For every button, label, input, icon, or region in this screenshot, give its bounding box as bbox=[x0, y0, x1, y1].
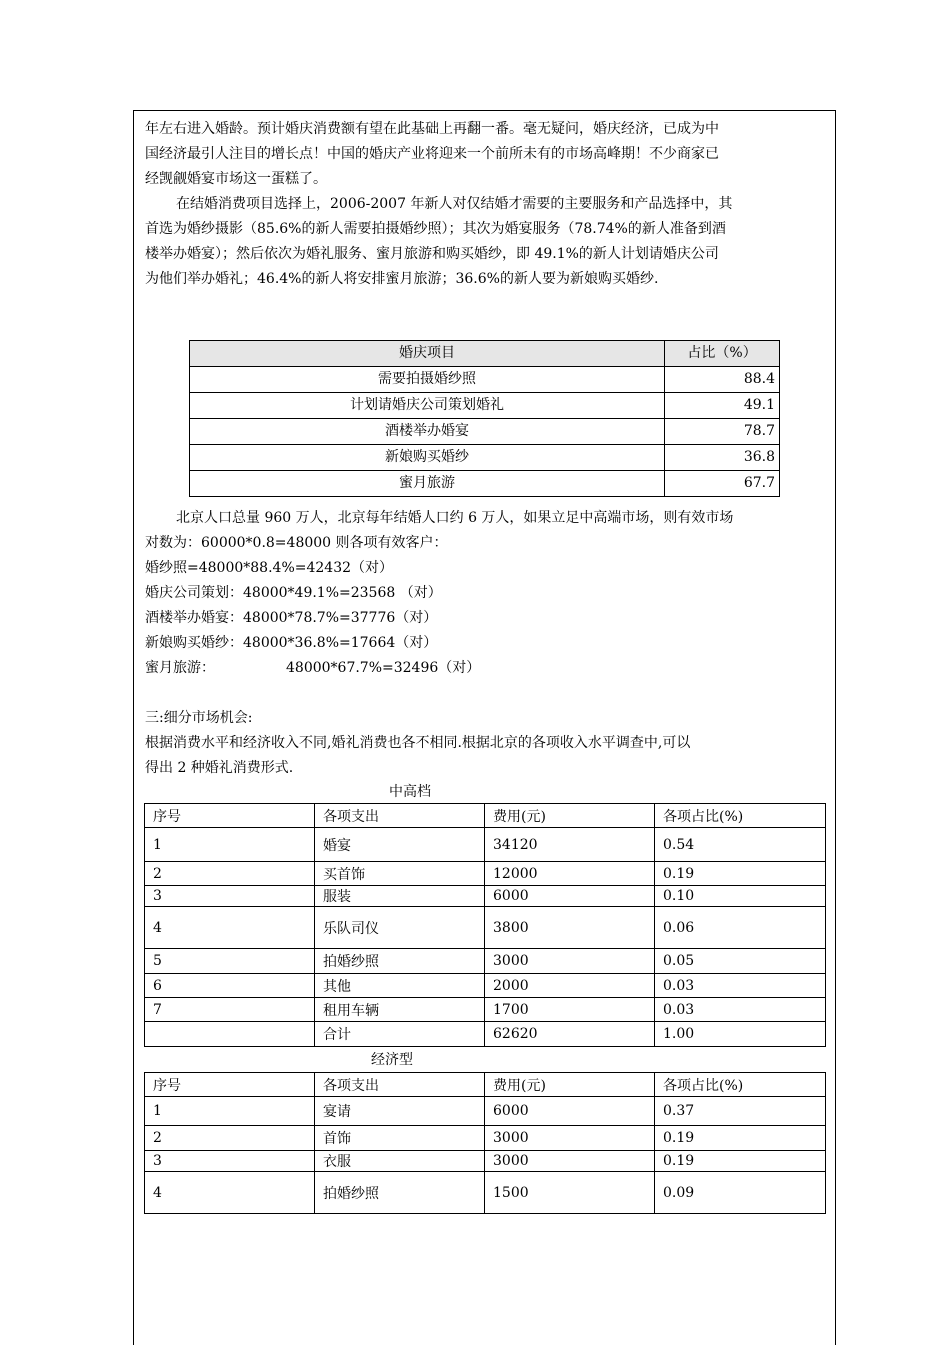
row-share: 0.05 bbox=[655, 949, 826, 974]
project-name: 计划请婚庆公司策划婚礼 bbox=[190, 393, 665, 419]
row-cost: 12000 bbox=[485, 862, 655, 886]
calc-line: 北京人口总量 960 万人，北京每年结婚人口约 6 万人，如果立足中高端市场，则有效市场 bbox=[176, 510, 734, 526]
table-header-row bbox=[145, 1073, 826, 1097]
row-share: 0.19 bbox=[655, 1151, 826, 1172]
project-share: 88.4 bbox=[665, 367, 780, 393]
paragraph-line: 为他们举办婚礼；46.4%的新人将安排蜜月旅游；36.6%的新人要为新娘购买婚纱. bbox=[145, 271, 659, 287]
paragraph-line: 首选为婚纱摄影（85.6%的新人需要拍摄婚纱照）；其次为婚宴服务（78.74%的新人准备到酒 bbox=[145, 221, 726, 237]
row-cost: 6000 bbox=[485, 886, 655, 907]
header-cell: 各项支出 bbox=[315, 1073, 485, 1097]
header-cell: 占比（%） bbox=[665, 341, 780, 367]
header-cell: 各项支出 bbox=[315, 804, 485, 828]
row-item: 乐队司仪 bbox=[315, 907, 485, 949]
header-cell: 序号 bbox=[145, 1073, 315, 1097]
table-row bbox=[145, 974, 826, 998]
section-intro: 根据消费水平和经济收入不同,婚礼消费也各不相同.根据北京的各项收入水平调查中,可以 bbox=[145, 735, 691, 751]
row-index: 7 bbox=[145, 998, 315, 1022]
table-row bbox=[190, 393, 780, 419]
row-cost: 62620 bbox=[485, 1022, 655, 1047]
paragraph-line: 楼举办婚宴）；然后依次为婚礼服务、蜜月旅游和购买婚纱，即 49.1%的新人计划请婚庆公司 bbox=[145, 246, 719, 262]
row-index: 2 bbox=[145, 862, 315, 886]
table-total-row bbox=[145, 1022, 826, 1047]
table-row bbox=[145, 828, 826, 862]
header-cell: 序号 bbox=[145, 804, 315, 828]
table-caption: 经济型 bbox=[371, 1052, 413, 1068]
row-index: 2 bbox=[145, 1126, 315, 1151]
calc-line: 婚庆公司策划：48000*49.1%=23568 （对） bbox=[145, 585, 442, 601]
row-item: 拍婚纱照 bbox=[315, 949, 485, 974]
row-item: 合计 bbox=[315, 1022, 485, 1047]
row-cost: 1500 bbox=[485, 1172, 655, 1214]
calc-line: 酒楼举办婚宴：48000*78.7%=37776（对） bbox=[145, 610, 438, 626]
row-item: 婚宴 bbox=[315, 828, 485, 862]
table-header-row bbox=[145, 804, 826, 828]
row-index: 4 bbox=[145, 1172, 315, 1214]
project-share: 36.8 bbox=[665, 445, 780, 471]
paragraph-line: 国经济最引人注目的增长点！中国的婚庆产业将迎来一个前所未有的市场高峰期！不少商家已 bbox=[145, 146, 719, 162]
header-cell: 各项占比(%) bbox=[655, 1073, 826, 1097]
row-cost: 3000 bbox=[485, 949, 655, 974]
paragraph-line: 在结婚消费项目选择上，2006-2007 年新人对仅结婚才需要的主要服务和产品选择中，其 bbox=[176, 196, 733, 212]
row-cost: 6000 bbox=[485, 1097, 655, 1126]
table-row bbox=[190, 471, 780, 497]
paragraph-line: 年左右进入婚龄。预计婚庆消费额有望在此基础上再翻一番。毫无疑问，婚庆经济，已成为中 bbox=[145, 121, 719, 137]
calc-line: 对数为：60000*0.8=48000 则各项有效客户： bbox=[145, 535, 448, 551]
row-item: 衣服 bbox=[315, 1151, 485, 1172]
calc-line: 蜜月旅游： bbox=[145, 660, 215, 676]
row-index: 3 bbox=[145, 886, 315, 907]
row-cost: 3000 bbox=[485, 1151, 655, 1172]
project-name: 酒楼举办婚宴 bbox=[190, 419, 665, 445]
row-cost: 34120 bbox=[485, 828, 655, 862]
project-name: 新娘购买婚纱 bbox=[190, 445, 665, 471]
calc-line: 新娘购买婚纱：48000*36.8%=17664（对） bbox=[145, 635, 438, 651]
row-index: 4 bbox=[145, 907, 315, 949]
row-index: 6 bbox=[145, 974, 315, 998]
table-row bbox=[190, 445, 780, 471]
row-share: 1.00 bbox=[655, 1022, 826, 1047]
table-row bbox=[145, 1097, 826, 1126]
table-header-row bbox=[190, 341, 780, 367]
row-share: 0.19 bbox=[655, 1126, 826, 1151]
row-index: 1 bbox=[145, 1097, 315, 1126]
header-cell: 婚庆项目 bbox=[190, 341, 665, 367]
section-heading: 三:细分市场机会: bbox=[145, 710, 253, 726]
table-row bbox=[145, 862, 826, 886]
calc-line: 48000*67.7%=32496（对） bbox=[286, 660, 481, 676]
row-share: 0.19 bbox=[655, 862, 826, 886]
economy-cost-table bbox=[144, 1072, 826, 1214]
calc-line: 婚纱照=48000*88.4%=42432（对） bbox=[145, 560, 394, 576]
row-item: 宴请 bbox=[315, 1097, 485, 1126]
row-share: 0.54 bbox=[655, 828, 826, 862]
row-cost: 3800 bbox=[485, 907, 655, 949]
row-cost: 3000 bbox=[485, 1126, 655, 1151]
row-item: 拍婚纱照 bbox=[315, 1172, 485, 1214]
table-caption: 中高档 bbox=[389, 784, 431, 800]
row-share: 0.09 bbox=[655, 1172, 826, 1214]
project-name: 蜜月旅游 bbox=[190, 471, 665, 497]
high-end-cost-table bbox=[144, 803, 826, 1047]
table-row bbox=[145, 949, 826, 974]
row-item: 首饰 bbox=[315, 1126, 485, 1151]
row-index: 1 bbox=[145, 828, 315, 862]
project-share: 49.1 bbox=[665, 393, 780, 419]
row-cost: 2000 bbox=[485, 974, 655, 998]
table-row bbox=[145, 1151, 826, 1172]
table-row bbox=[145, 1172, 826, 1214]
row-item: 买首饰 bbox=[315, 862, 485, 886]
paragraph-line: 经觊觎婚宴市场这一蛋糕了。 bbox=[145, 171, 327, 187]
table-row bbox=[145, 886, 826, 907]
row-index: 5 bbox=[145, 949, 315, 974]
table-row bbox=[145, 998, 826, 1022]
header-cell: 各项占比(%) bbox=[655, 804, 826, 828]
section-intro: 得出 2 种婚礼消费形式. bbox=[145, 760, 294, 776]
row-item: 服装 bbox=[315, 886, 485, 907]
row-index: 3 bbox=[145, 1151, 315, 1172]
table-row bbox=[190, 367, 780, 393]
row-share: 0.10 bbox=[655, 886, 826, 907]
row-item: 租用车辆 bbox=[315, 998, 485, 1022]
table-row bbox=[190, 419, 780, 445]
row-share: 0.06 bbox=[655, 907, 826, 949]
row-index bbox=[145, 1022, 315, 1047]
header-cell: 费用(元) bbox=[485, 804, 655, 828]
row-share: 0.03 bbox=[655, 998, 826, 1022]
project-share-table bbox=[189, 340, 780, 497]
project-name: 需要拍摄婚纱照 bbox=[190, 367, 665, 393]
row-share: 0.37 bbox=[655, 1097, 826, 1126]
project-share: 78.7 bbox=[665, 419, 780, 445]
table-row bbox=[145, 907, 826, 949]
row-item: 其他 bbox=[315, 974, 485, 998]
project-share: 67.7 bbox=[665, 471, 780, 497]
row-cost: 1700 bbox=[485, 998, 655, 1022]
row-share: 0.03 bbox=[655, 974, 826, 998]
header-cell: 费用(元) bbox=[485, 1073, 655, 1097]
table-row bbox=[145, 1126, 826, 1151]
